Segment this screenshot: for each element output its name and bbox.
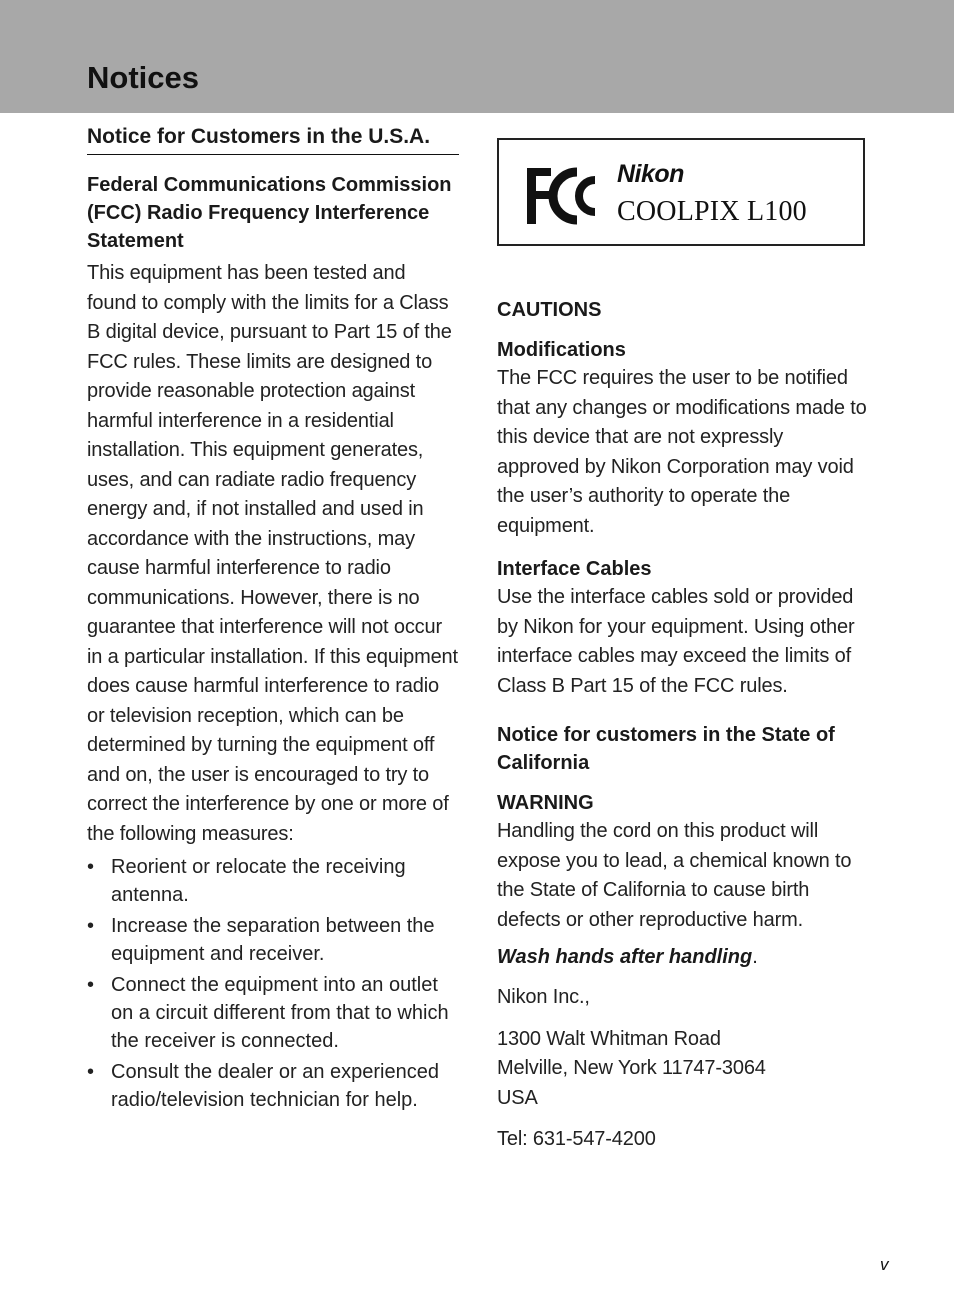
california-heading: Notice for customers in the State of California bbox=[497, 724, 835, 774]
measure-text: Connect the equipment into an outlet on a circuit different from that to which the receiver is connected. bbox=[111, 974, 449, 1052]
list-item bbox=[87, 971, 459, 1055]
fcc-logo-box bbox=[497, 138, 865, 246]
wash-hands-period: . bbox=[752, 946, 758, 968]
bullet-icon: • bbox=[87, 1061, 95, 1083]
wash-hands-text: Wash hands after handling bbox=[497, 946, 753, 968]
right-column bbox=[497, 138, 869, 1155]
telephone: Tel: 631-547-4200 bbox=[497, 1128, 656, 1150]
address-block bbox=[497, 1025, 869, 1114]
page-number: v bbox=[880, 1255, 889, 1274]
list-item bbox=[87, 912, 459, 968]
nikon-brand-logo: Nikon bbox=[617, 160, 684, 188]
company-name: Nikon Inc., bbox=[497, 986, 590, 1008]
fcc-logo-icon bbox=[525, 166, 605, 226]
list-item bbox=[87, 1058, 459, 1114]
wash-hands-notice bbox=[497, 943, 869, 971]
left-column bbox=[87, 122, 459, 1117]
interface-cables-body: Use the interface cables sold or provided by Nikon for your equipment. Using other interface cables may exceed the limits of Class B Part 15 of the FCC rules. bbox=[497, 586, 855, 697]
fcc-statement-body: This equipment has been tested and found to comply with the limits for a Class B digital device, pursuant to Part 15 of the FCC rules. These limits are designed to provide reasonable protection against harmful interference in a residential installation. This equipment generates, uses, and can radiate radio frequency energy and, if not installed and used in accordance with the instructions, may cause harmful interference to radio communications. However, there is no guarantee that interference will not occur in a particular installation. If this equipment does cause harmful interference to radio or television reception, which can be determined by turning the equipment off and on, the user is encouraged to try to correct the interference by one or more of the following measures: bbox=[87, 262, 458, 845]
section-heading-usa: Notice for Customers in the U.S.A. bbox=[87, 122, 459, 155]
interface-cables-heading: Interface Cables bbox=[497, 558, 652, 580]
modifications-body: The FCC requires the user to be notified that any changes or modifications made to this device that are not expressly approved by Nikon Corporation may void the user’s authority to operate the equipment. bbox=[497, 367, 867, 537]
page-title: Notices bbox=[87, 60, 199, 95]
address-line: Melville, New York 11747-3064 bbox=[497, 1057, 766, 1079]
cautions-heading: CAUTIONS bbox=[497, 299, 602, 321]
warning-heading: WARNING bbox=[497, 792, 594, 814]
fcc-statement-heading: Federal Communications Commission (FCC) Radio Frequency Interference Statement bbox=[87, 174, 452, 252]
modifications-heading: Modifications bbox=[497, 339, 626, 361]
measure-text: Increase the separation between the equipment and receiver. bbox=[111, 915, 435, 965]
bullet-icon: • bbox=[87, 915, 95, 937]
measure-text: Consult the dealer or an experienced radio/television technician for help. bbox=[111, 1061, 439, 1111]
list-item bbox=[87, 853, 459, 909]
bullet-icon: • bbox=[87, 856, 95, 878]
model-name: COOLPIX L100 bbox=[617, 196, 807, 227]
measures-list bbox=[87, 853, 459, 1114]
measure-text: Reorient or relocate the receiving antenna. bbox=[111, 856, 406, 906]
address-line: USA bbox=[497, 1086, 538, 1109]
bullet-icon: • bbox=[87, 974, 95, 996]
warning-body: Handling the cord on this product will expose you to lead, a chemical known to the State of California to cause birth defects or other reproductive harm. bbox=[497, 820, 852, 931]
address-line: 1300 Walt Whitman Road bbox=[497, 1027, 721, 1050]
